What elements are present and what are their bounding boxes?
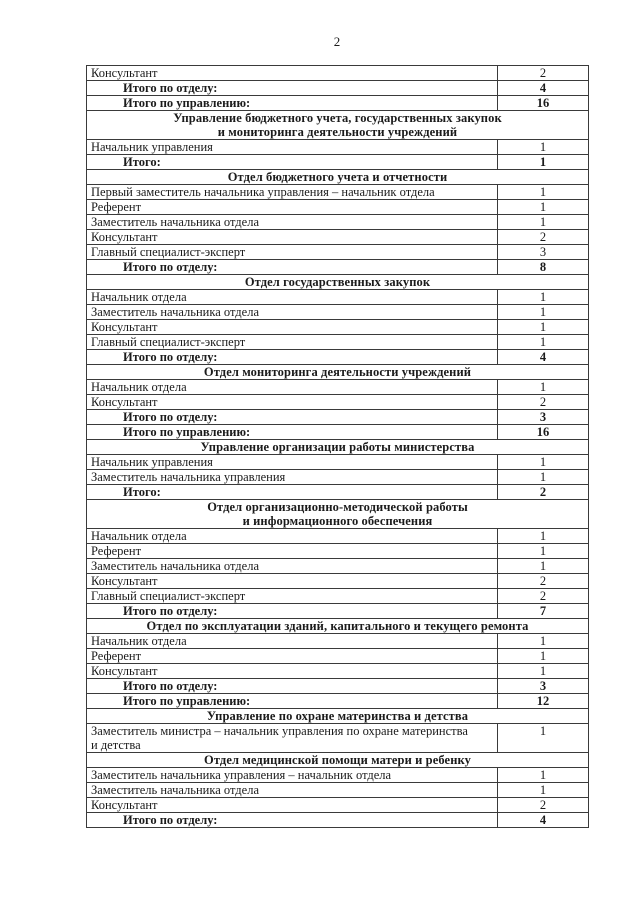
position-count: 2 (498, 66, 589, 81)
position-row (87, 290, 589, 305)
total-label-text: Итого по отделу: (123, 813, 218, 827)
position-title (87, 335, 498, 350)
position-title (87, 798, 498, 813)
section-title (87, 709, 589, 724)
position-title-text: Начальник управления (91, 140, 213, 154)
position-title-text: Консультант (91, 66, 158, 80)
position-row (87, 470, 589, 485)
position-title-text: Консультант (91, 664, 158, 678)
total-count: 12 (498, 694, 589, 709)
position-title-text: Заместитель начальника отдела (91, 215, 259, 229)
position-title-text: Консультант (91, 798, 158, 812)
position-count: 2 (498, 574, 589, 589)
total-row (87, 350, 589, 365)
position-row (87, 634, 589, 649)
position-title-text: Консультант (91, 574, 158, 588)
position-row (87, 544, 589, 559)
page-number: 2 (333, 34, 341, 49)
position-row (87, 783, 589, 798)
position-title (87, 200, 498, 215)
position-count: 1 (498, 470, 589, 485)
position-count: 2 (498, 589, 589, 604)
position-title (87, 768, 498, 783)
total-count: 4 (498, 81, 589, 96)
position-title-text: Главный специалист-эксперт (91, 589, 246, 603)
position-count: 1 (498, 634, 589, 649)
position-title-text: Консультант (91, 320, 158, 334)
position-title (87, 589, 498, 604)
position-title (87, 649, 498, 664)
total-label (87, 155, 498, 170)
position-count: 1 (498, 455, 589, 470)
position-title (87, 574, 498, 589)
position-title-text: Заместитель начальника отдела (91, 783, 259, 797)
position-count: 2 (498, 395, 589, 410)
section-title-line: и мониторинга деятельности учреждений (217, 125, 458, 139)
position-title (87, 245, 498, 260)
total-row (87, 679, 589, 694)
position-title (87, 380, 498, 395)
position-count: 1 (498, 529, 589, 544)
position-title-text: Заместитель начальника управления – начальник отдела (91, 768, 392, 782)
position-title-text: Референт (91, 200, 142, 214)
section-title-line: Отдел медицинской помощи матери и ребенку (204, 753, 471, 767)
position-row (87, 455, 589, 470)
section-title (87, 275, 589, 290)
position-count: 1 (498, 649, 589, 664)
position-title-text: Начальник отдела (91, 634, 187, 648)
section-title (87, 753, 589, 768)
position-count: 1 (498, 200, 589, 215)
total-label (87, 425, 498, 440)
position-row (87, 559, 589, 574)
position-title-text: и детства (91, 738, 141, 752)
position-row (87, 574, 589, 589)
total-label-text: Итого по отделу: (123, 350, 218, 364)
total-label-text: Итого по отделу: (123, 604, 218, 618)
position-row (87, 335, 589, 350)
position-title-text: Главный специалист-эксперт (91, 245, 246, 259)
position-title (87, 724, 498, 753)
position-title-text: Консультант (91, 230, 158, 244)
position-row (87, 798, 589, 813)
position-title-text: Заместитель начальника управления (91, 470, 286, 484)
section-header-row (87, 365, 589, 380)
position-row (87, 140, 589, 155)
position-row (87, 245, 589, 260)
position-row (87, 395, 589, 410)
position-title-text: Начальник отдела (91, 290, 187, 304)
section-header-row (87, 275, 589, 290)
total-label (87, 260, 498, 275)
position-count: 1 (498, 664, 589, 679)
position-title-text: Начальник отдела (91, 380, 187, 394)
total-row (87, 81, 589, 96)
total-label (87, 694, 498, 709)
section-title-line: Управление по охране материнства и детства (206, 709, 469, 723)
total-row (87, 96, 589, 111)
position-row (87, 230, 589, 245)
position-title (87, 529, 498, 544)
total-label (87, 485, 498, 500)
position-title-text: Заместитель начальника отдела (91, 305, 259, 319)
position-row (87, 664, 589, 679)
position-row (87, 768, 589, 783)
position-count: 2 (498, 798, 589, 813)
total-label-text: Итого по отделу: (123, 81, 218, 95)
total-count: 8 (498, 260, 589, 275)
position-title (87, 66, 498, 81)
position-count: 3 (498, 245, 589, 260)
position-count: 1 (498, 783, 589, 798)
total-label (87, 81, 498, 96)
position-title (87, 470, 498, 485)
section-title-line: Отдел по эксплуатации зданий, капитального и текущего ремонта (146, 619, 529, 633)
total-row (87, 260, 589, 275)
position-title-text: Заместитель начальника отдела (91, 559, 259, 573)
position-title-text: Начальник управления (91, 455, 213, 469)
position-title-text: Первый заместитель начальника управления – начальник отдела (91, 185, 435, 199)
total-count: 3 (498, 679, 589, 694)
position-count: 1 (498, 724, 589, 753)
total-count: 16 (498, 96, 589, 111)
section-title-line: Отдел организационно-методической работы (207, 500, 468, 514)
total-row (87, 485, 589, 500)
position-title (87, 230, 498, 245)
total-label (87, 813, 498, 828)
position-title (87, 395, 498, 410)
section-header-row (87, 440, 589, 455)
total-label-text: Итого: (123, 485, 161, 499)
total-count: 2 (498, 485, 589, 500)
position-row (87, 649, 589, 664)
position-row (87, 200, 589, 215)
position-title (87, 455, 498, 470)
section-title (87, 619, 589, 634)
total-label-text: Итого: (123, 155, 161, 169)
section-header-row (87, 111, 589, 140)
section-header-row (87, 753, 589, 768)
position-count: 1 (498, 335, 589, 350)
section-title (87, 440, 589, 455)
position-row (87, 305, 589, 320)
section-header-row (87, 619, 589, 634)
position-title-text: Референт (91, 649, 142, 663)
total-label (87, 350, 498, 365)
section-header-row (87, 709, 589, 724)
position-title-text: Начальник отдела (91, 529, 187, 543)
section-header-row (87, 500, 589, 529)
total-label-text: Итого по отделу: (123, 260, 218, 274)
position-title (87, 544, 498, 559)
total-label (87, 604, 498, 619)
total-count: 4 (498, 813, 589, 828)
total-label (87, 679, 498, 694)
total-count: 7 (498, 604, 589, 619)
section-title (87, 111, 589, 140)
position-title (87, 140, 498, 155)
position-title (87, 320, 498, 335)
section-title-line: Управление бюджетного учета, государственных закупок (173, 111, 502, 125)
position-title (87, 215, 498, 230)
position-title (87, 664, 498, 679)
position-count: 2 (498, 230, 589, 245)
position-title-text: Референт (91, 544, 142, 558)
section-title-line: Отдел бюджетного учета и отчетности (227, 170, 448, 184)
position-title (87, 783, 498, 798)
position-count: 1 (498, 305, 589, 320)
position-title (87, 290, 498, 305)
total-count: 1 (498, 155, 589, 170)
position-count: 1 (498, 290, 589, 305)
section-title (87, 500, 589, 529)
total-label (87, 96, 498, 111)
total-row (87, 694, 589, 709)
total-count: 3 (498, 410, 589, 425)
section-title (87, 170, 589, 185)
position-title (87, 634, 498, 649)
total-count: 4 (498, 350, 589, 365)
total-label (87, 410, 498, 425)
section-header-row (87, 170, 589, 185)
position-row (87, 380, 589, 395)
position-count: 1 (498, 140, 589, 155)
total-label-text: Итого по управлению: (123, 694, 251, 708)
total-label-text: Итого по отделу: (123, 679, 218, 693)
position-count: 1 (498, 544, 589, 559)
total-label-text: Итого по управлению: (123, 425, 251, 439)
total-row (87, 604, 589, 619)
position-title (87, 559, 498, 574)
staffing-table (86, 65, 589, 828)
total-label-text: Итого по управлению: (123, 96, 251, 110)
position-count: 1 (498, 559, 589, 574)
section-title-line: и информационного обеспечения (242, 514, 433, 528)
position-title-text: Главный специалист-эксперт (91, 335, 246, 349)
total-count: 16 (498, 425, 589, 440)
section-title-line: Отдел мониторинга деятельности учреждений (203, 365, 472, 379)
position-count: 1 (498, 768, 589, 783)
position-row (87, 66, 589, 81)
position-row (87, 529, 589, 544)
position-row (87, 724, 589, 753)
position-title-text: Консультант (91, 395, 158, 409)
position-row (87, 320, 589, 335)
position-count: 1 (498, 185, 589, 200)
total-row (87, 410, 589, 425)
total-label-text: Итого по отделу: (123, 410, 218, 424)
position-count: 1 (498, 215, 589, 230)
position-count: 1 (498, 320, 589, 335)
position-title-text: Заместитель министра – начальник управления по охране материнства (91, 724, 468, 738)
position-count: 1 (498, 380, 589, 395)
position-row (87, 589, 589, 604)
staffing-table-body (87, 66, 589, 828)
total-row (87, 425, 589, 440)
section-title-line: Отдел государственных закупок (244, 275, 431, 289)
position-title (87, 305, 498, 320)
total-row (87, 155, 589, 170)
section-title-line: Управление организации работы министерства (200, 440, 475, 454)
position-row (87, 185, 589, 200)
total-row (87, 813, 589, 828)
position-title (87, 185, 498, 200)
position-row (87, 215, 589, 230)
section-title (87, 365, 589, 380)
